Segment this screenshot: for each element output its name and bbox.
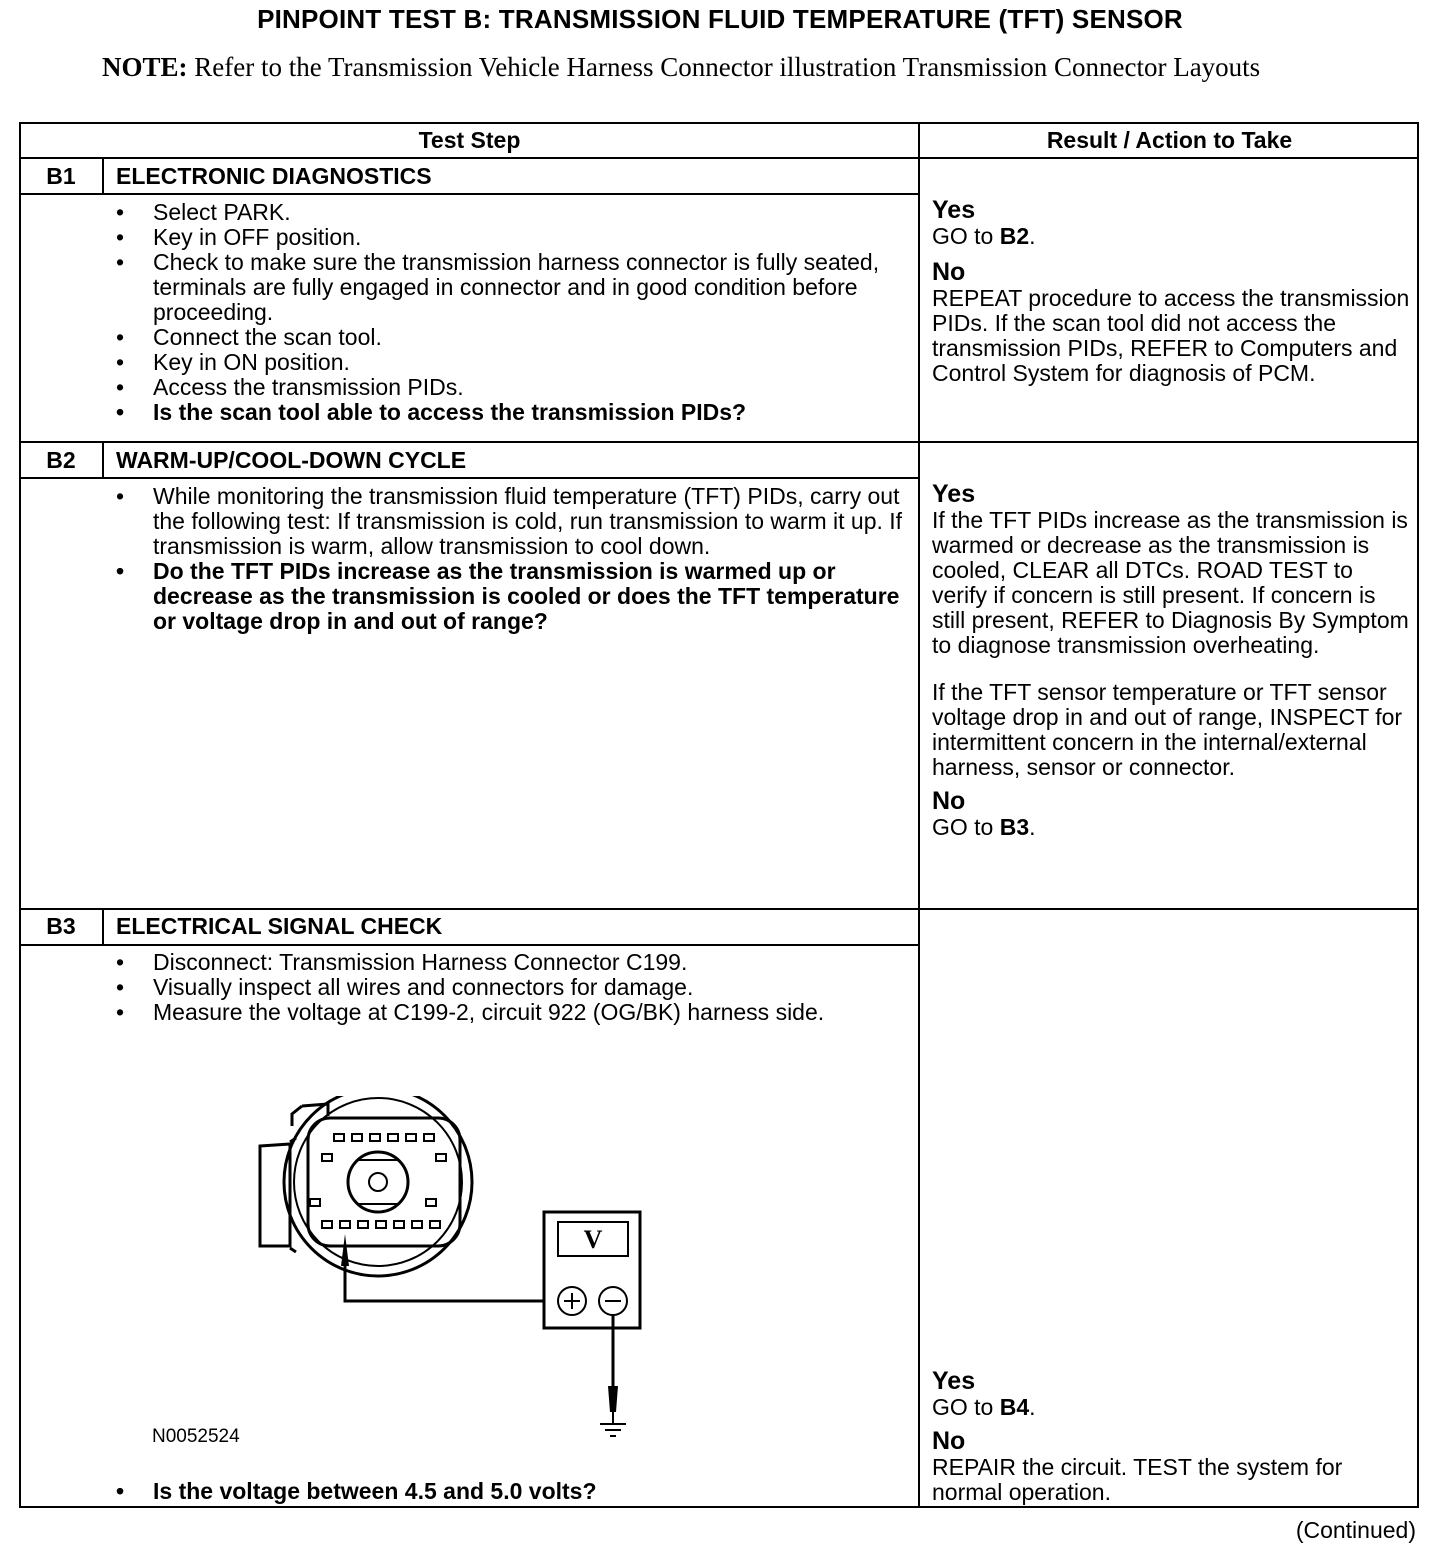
connector-voltmeter-diagram xyxy=(250,1096,660,1446)
list-item: • While monitoring the transmission fluid temperature (TFT) PIDs, carry out the following test: If transmission is cold, run transmission to warm it up. If transmission is warm, allow transmission to cool down. xyxy=(116,484,906,559)
yes-prefix: GO to xyxy=(932,1394,1000,1420)
list-item: • Key in OFF position. xyxy=(116,225,906,250)
figure-code: N0052524 xyxy=(152,1426,240,1447)
b3-title-divider xyxy=(21,944,918,946)
step-question-b3-wrap xyxy=(116,1479,906,1504)
header-divider xyxy=(21,157,1419,159)
yes-prefix: GO to xyxy=(932,223,1000,249)
yes-action-2: If the TFT sensor temperature or TFT sensor voltage drop in and out of range, INSPECT for intermittent concern in the internal/external harness, sensor or connector. xyxy=(932,679,1403,780)
note-label: NOTE: xyxy=(102,52,188,82)
result-b3 xyxy=(932,1368,1412,1505)
yes-action: If the TFT PIDs increase as the transmission is warmed or decrease as the transmission is cooled, CLEAR all DTCs. ROAD TEST to verify if concern is still present. If concern is still present, REFER to Diagnosis By Symptom to diagnose transmission overheating. xyxy=(932,507,1409,658)
b1-bottom-divider xyxy=(21,441,1419,443)
no-action: REPAIR the circuit. TEST the system for normal operation. xyxy=(932,1454,1343,1505)
result-b1 xyxy=(932,197,1412,386)
step-question-b1: • Is the scan tool able to access the transmission PIDs? xyxy=(116,400,906,425)
header-result: Result / Action to Take xyxy=(1046,127,1293,153)
step-title-b3: ELECTRICAL SIGNAL CHECK xyxy=(116,913,443,939)
no-action: REPEAT procedure to access the transmission PIDs. If the scan tool did not access the transmission PIDs, REFER to Computers and Control System for diagnosis of PCM. xyxy=(932,285,1410,386)
yes-target: B4 xyxy=(999,1394,1030,1420)
no-action: GO to B3. xyxy=(932,814,1036,840)
negative-probe xyxy=(608,1386,618,1412)
yes-action: GO to B4. xyxy=(932,1394,1036,1420)
voltmeter-label: V xyxy=(583,1225,603,1254)
b2-title-divider xyxy=(21,477,918,479)
step-id-b2: B2 xyxy=(46,447,76,473)
b1-title-divider xyxy=(21,193,918,195)
yes-label: Yes xyxy=(932,196,976,224)
list-item: • Measure the voltage at C199-2, circuit 922 (OG/BK) harness side. xyxy=(116,1000,906,1025)
positive-lead xyxy=(345,1266,558,1301)
no-label: No xyxy=(932,787,966,815)
step-body-b2 xyxy=(116,484,906,634)
ground-icon xyxy=(600,1412,626,1436)
result-b2 xyxy=(932,481,1412,840)
step-title-b2: WARM-UP/COOL-DOWN CYCLE xyxy=(116,447,467,473)
list-item: • Disconnect: Transmission Harness Connector C199. xyxy=(116,950,906,975)
step-id-b3: B3 xyxy=(46,913,76,939)
header-test-step: Test Step xyxy=(418,127,521,153)
connector-body xyxy=(260,1096,472,1276)
list-item: • Key in ON position. xyxy=(116,350,906,375)
no-prefix: GO to xyxy=(932,814,1000,840)
column-divider xyxy=(918,124,920,1508)
yes-label: Yes xyxy=(932,1367,976,1395)
list-item: • Select PARK. xyxy=(116,200,906,225)
step-body-b1 xyxy=(116,200,906,425)
b2-id-divider xyxy=(102,443,104,479)
pinpoint-table xyxy=(19,122,1419,1508)
b1-id-divider xyxy=(102,159,104,195)
positive-probe xyxy=(341,1234,349,1266)
note-text: Refer to the Transmission Vehicle Harness Connector illustration Transmission Connector Layouts xyxy=(187,52,1261,82)
no-target: B3 xyxy=(999,814,1030,840)
list-item: • Check to make sure the transmission harness connector is fully seated, terminals are fully engaged in connector and in good condition before proceeding. xyxy=(116,250,906,325)
no-label: No xyxy=(932,258,966,286)
yes-action: GO to B2. xyxy=(932,223,1036,249)
yes-label: Yes xyxy=(932,480,976,508)
b2-bottom-divider xyxy=(21,908,1419,910)
connector-pins xyxy=(310,1134,446,1228)
step-title-b1: ELECTRONIC DIAGNOSTICS xyxy=(116,163,432,189)
step-id-b1: B1 xyxy=(46,163,76,189)
no-label: No xyxy=(932,1427,966,1455)
step-question-b3: • Is the voltage between 4.5 and 5.0 volts? xyxy=(116,1479,906,1504)
list-item: • Access the transmission PIDs. xyxy=(116,375,906,400)
yes-target: B2 xyxy=(999,223,1030,249)
step-body-b3 xyxy=(116,950,906,1025)
note xyxy=(102,52,1262,83)
list-item: • Visually inspect all wires and connectors for damage. xyxy=(116,975,906,1000)
continued-label: (Continued) xyxy=(1295,1517,1416,1543)
b3-id-divider xyxy=(102,910,104,946)
step-question-b2: • Do the TFT PIDs increase as the transmission is warmed up or decrease as the transmission is cooled or does the TFT temperature or voltage drop in and out of range? xyxy=(116,559,906,634)
page-title: PINPOINT TEST B: TRANSMISSION FLUID TEMPERATURE (TFT) SENSOR xyxy=(257,4,1183,34)
list-item: • Connect the scan tool. xyxy=(116,325,906,350)
